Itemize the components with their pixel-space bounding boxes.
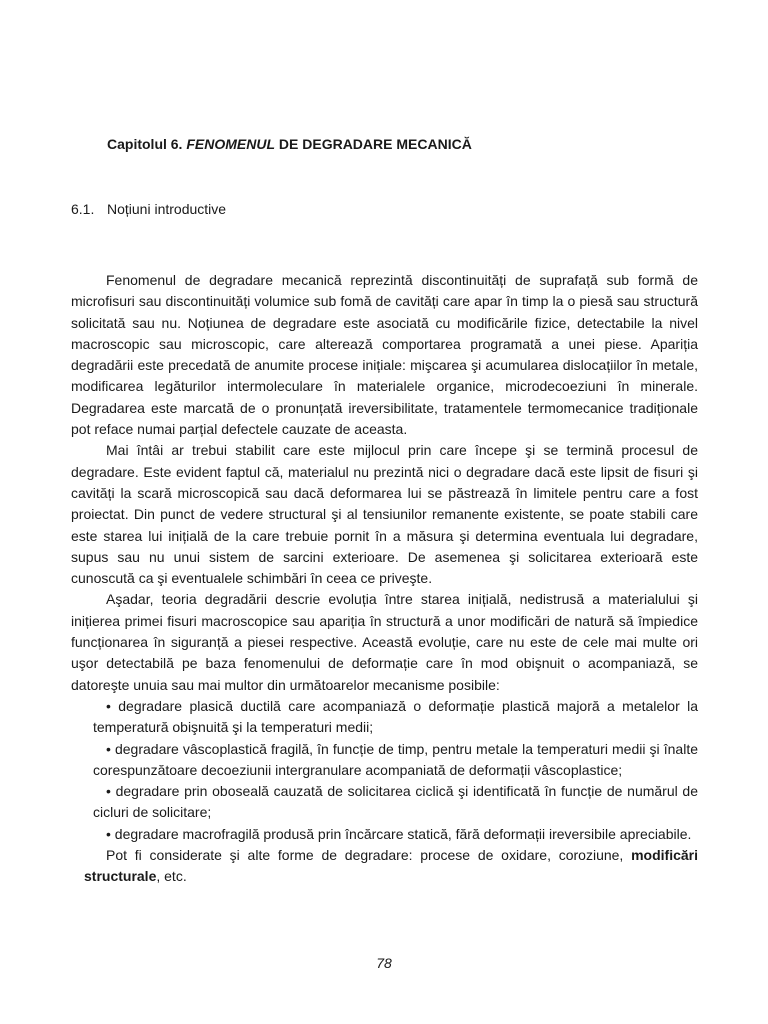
bullet-item (93, 824, 698, 845)
bullet-item (93, 781, 698, 824)
paragraph: Fenomenul de degradare mecanică reprezintă discontinuități de suprafață sub formă de microfisuri sau discontinuități volumice sub fomă de cavități care apar în timp la o piesă sau structură solicitată sau nu. Noțiunea de degradare este asociată cu modificările fizice, detectabile la nivel macroscopic sau microscopic, care alterează comportarea programată a unei piese. Apariția degradării este precedată de anumite procese inițiale: mişcarea şi acumularea dislocațiilor în metale, modificarea legăturilor intermoleculare în materialele organice, microdecoeziuni în minerale. Degradarea este marcată de o pronunțată ireversibilitate, tratamentele termomecanice tradiționale pot reface numai parțial defectele cauzate de aceasta. (71, 272, 698, 438)
closing-text: Pot fi considerate şi alte forme de degradare: procese de oxidare, coroziune, (106, 847, 632, 864)
page-number: 78 (376, 955, 392, 971)
bullet-item (93, 696, 698, 739)
bullet-text: • degradare prin oboseală cauzată de solicitarea ciclică şi identificată în funcție de numărul de cicluri de solicitare; (93, 783, 698, 821)
chapter-prefix: Capitolul 6. (107, 136, 187, 152)
bullet-text: • degradare plasică ductilă care acompaniază o deformație plastică majoră a metalelor la temperatură obişnuită şi la temperaturi medii; (93, 697, 698, 736)
bullet-text: • degradare macrofragilă produsă prin încărcare statică, fără deformații ireversibile apreciabile. (106, 825, 692, 842)
section-title: Noțiuni introductive (107, 201, 227, 217)
closing-bold: modificări structurale (84, 847, 698, 885)
chapter-italic-word: FENOMENUL (186, 136, 276, 152)
section-heading (71, 201, 226, 217)
paragraph: Aşadar, teoria degradării descrie evoluția între starea inițială, nedistrusă a materialului şi inițierea primei fisuri macroscopice sau apariția în structură a unor modificări de natură să împiedice funcționarea în siguranță a piesei respective. Această evoluție, care nu este de cele mai multe ori uşor detectabilă pe baza fenomenului de deformație care în mod obişnuit o acompaniază, se datoreşte unuia sau mai multor din următoarelor mecanisme posibile: (71, 591, 698, 693)
paragraph: Mai întâi ar trebui stabilit care este mijlocul prin care începe şi se termină procesul de degradare. Este evident faptul că, materialul nu prezintă nici o degradare dacă este lipsit de fisuri şi cavități la scară microscopică sau dacă deformarea lui se păstrează în limitele pentru care a fost proiectat. Din punct de vedere structural şi al tensiunilor remanente existente, se poate stabili care este starea lui inițială de la care trebuie pornit în a măsura şi determina eventuala lui degradare, supus sau nu unui sistem de sarcini exterioare. De asemenea şi solicitarea exterioară este cunoscută ca şi eventualele schimbări în ceea ce priveşte. (71, 442, 698, 587)
chapter-title (107, 136, 472, 152)
section-number: 6.1. (71, 201, 95, 217)
closing-end: , etc. (156, 868, 187, 885)
bullet-text: • degradare vâscoplastică fragilă, în funcție de timp, pentru metale la temperaturi medii şi înalte corespunzătoare decoeziunii intergranulare acompaniată de deformații vâscoplastice; (93, 740, 698, 778)
closing-paragraph (84, 845, 698, 888)
chapter-rest: DE DEGRADARE MECANICĂ (275, 136, 472, 152)
bullet-item (93, 739, 698, 782)
body-text (71, 270, 698, 888)
